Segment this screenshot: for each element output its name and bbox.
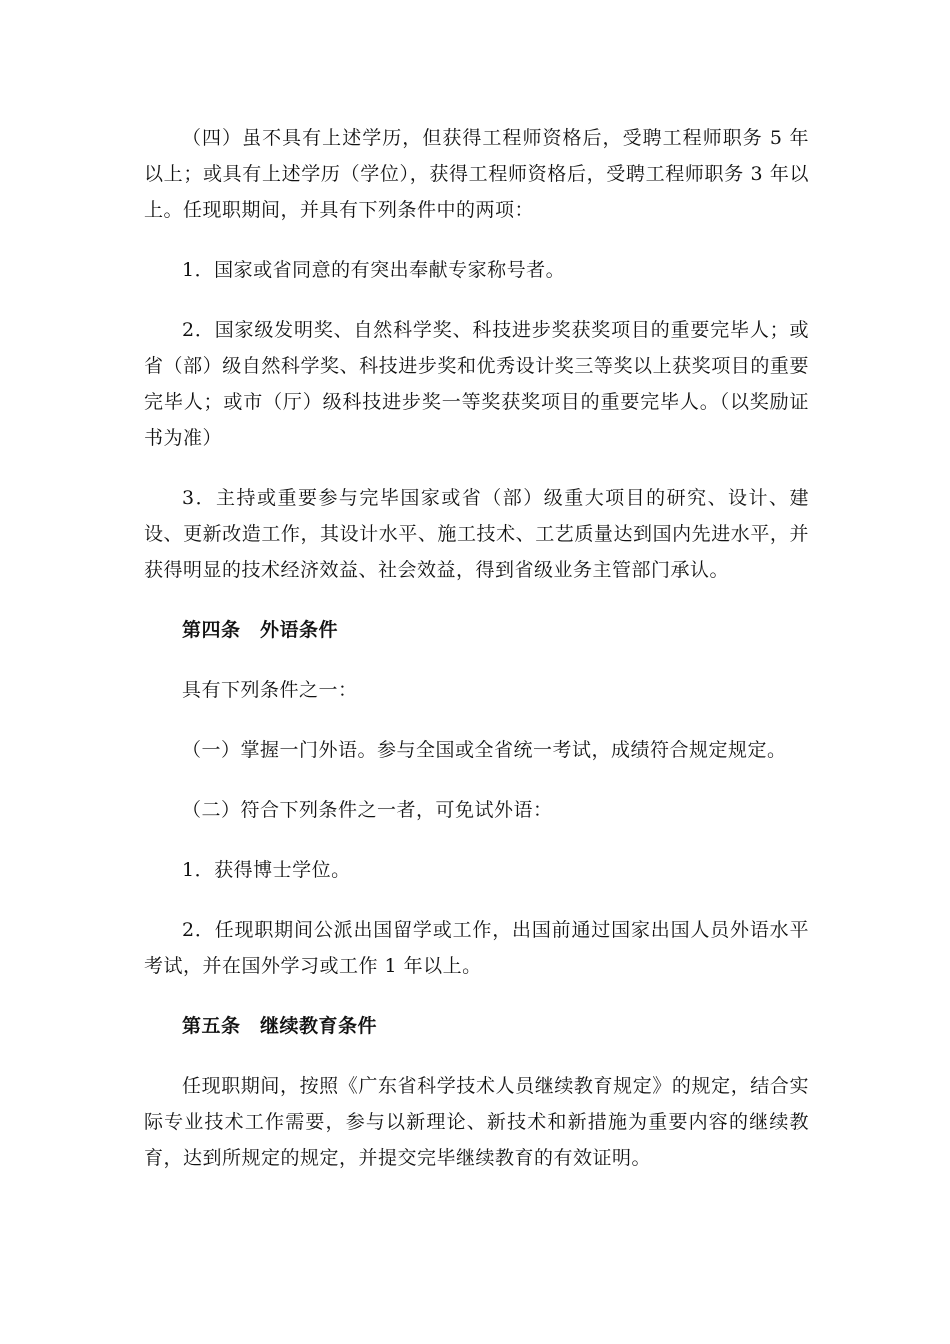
section-heading-article-4: 第四条 外语条件 [182,619,339,641]
paragraph-item-1: 1．国家或省同意的有突出奉献专家称号者。 [182,259,566,281]
paragraph-exemption-1: 1．获得博士学位。 [182,859,351,881]
paragraph-conditions-intro: 具有下列条件之一： [182,679,358,701]
paragraph-exemption-2: 2．任现职期间公派出国留学或工作，出国前通过国家出国人员外语水平考试，并在国外学习或工作 1 年以上。 [144,919,809,977]
paragraph-four-condition: （四）虽不具有上述学历，但获得工程师资格后，受聘工程师职务 5 年以上；或具有上述学历（学位），获得工程师资格后，受聘工程师职务 3 年以上。任现职期间，并具有下列条件中的两项： [144,127,809,221]
paragraph-language-option-1: （一）掌握一门外语。参与全国或全省统一考试，成绩符合规定规定。 [182,739,787,761]
paragraph-item-3: 3．主持或重要参与完毕国家或省（部）级重大项目的研究、设计、建设、更新改造工作，其设计水平、施工技术、工艺质量达到国内先进水平，并获得明显的技术经济效益、社会效益，得到省级业务主管部门承认。 [144,487,809,581]
paragraph-item-2: 2．国家级发明奖、自然科学奖、科技进步奖获奖项目的重要完毕人；或省（部）级自然科学奖、科技进步奖和优秀设计奖三等奖以上获奖项目的重要完毕人；或市（厅）级科技进步奖一等奖获奖项目的重要完毕人。（以奖励证书为准） [144,319,809,449]
section-heading-article-5: 第五条 继续教育条件 [182,1015,378,1037]
document-page [144,120,809,1176]
paragraph-language-option-2: （二）符合下列条件之一者，可免试外语： [182,799,553,821]
paragraph-continuing-education: 任现职期间，按照《广东省科学技术人员继续教育规定》的规定，结合实际专业技术工作需要，参与以新理论、新技术和新措施为重要内容的继续教育，达到所规定的规定，并提交完毕继续教育的有效证明。 [144,1075,809,1169]
